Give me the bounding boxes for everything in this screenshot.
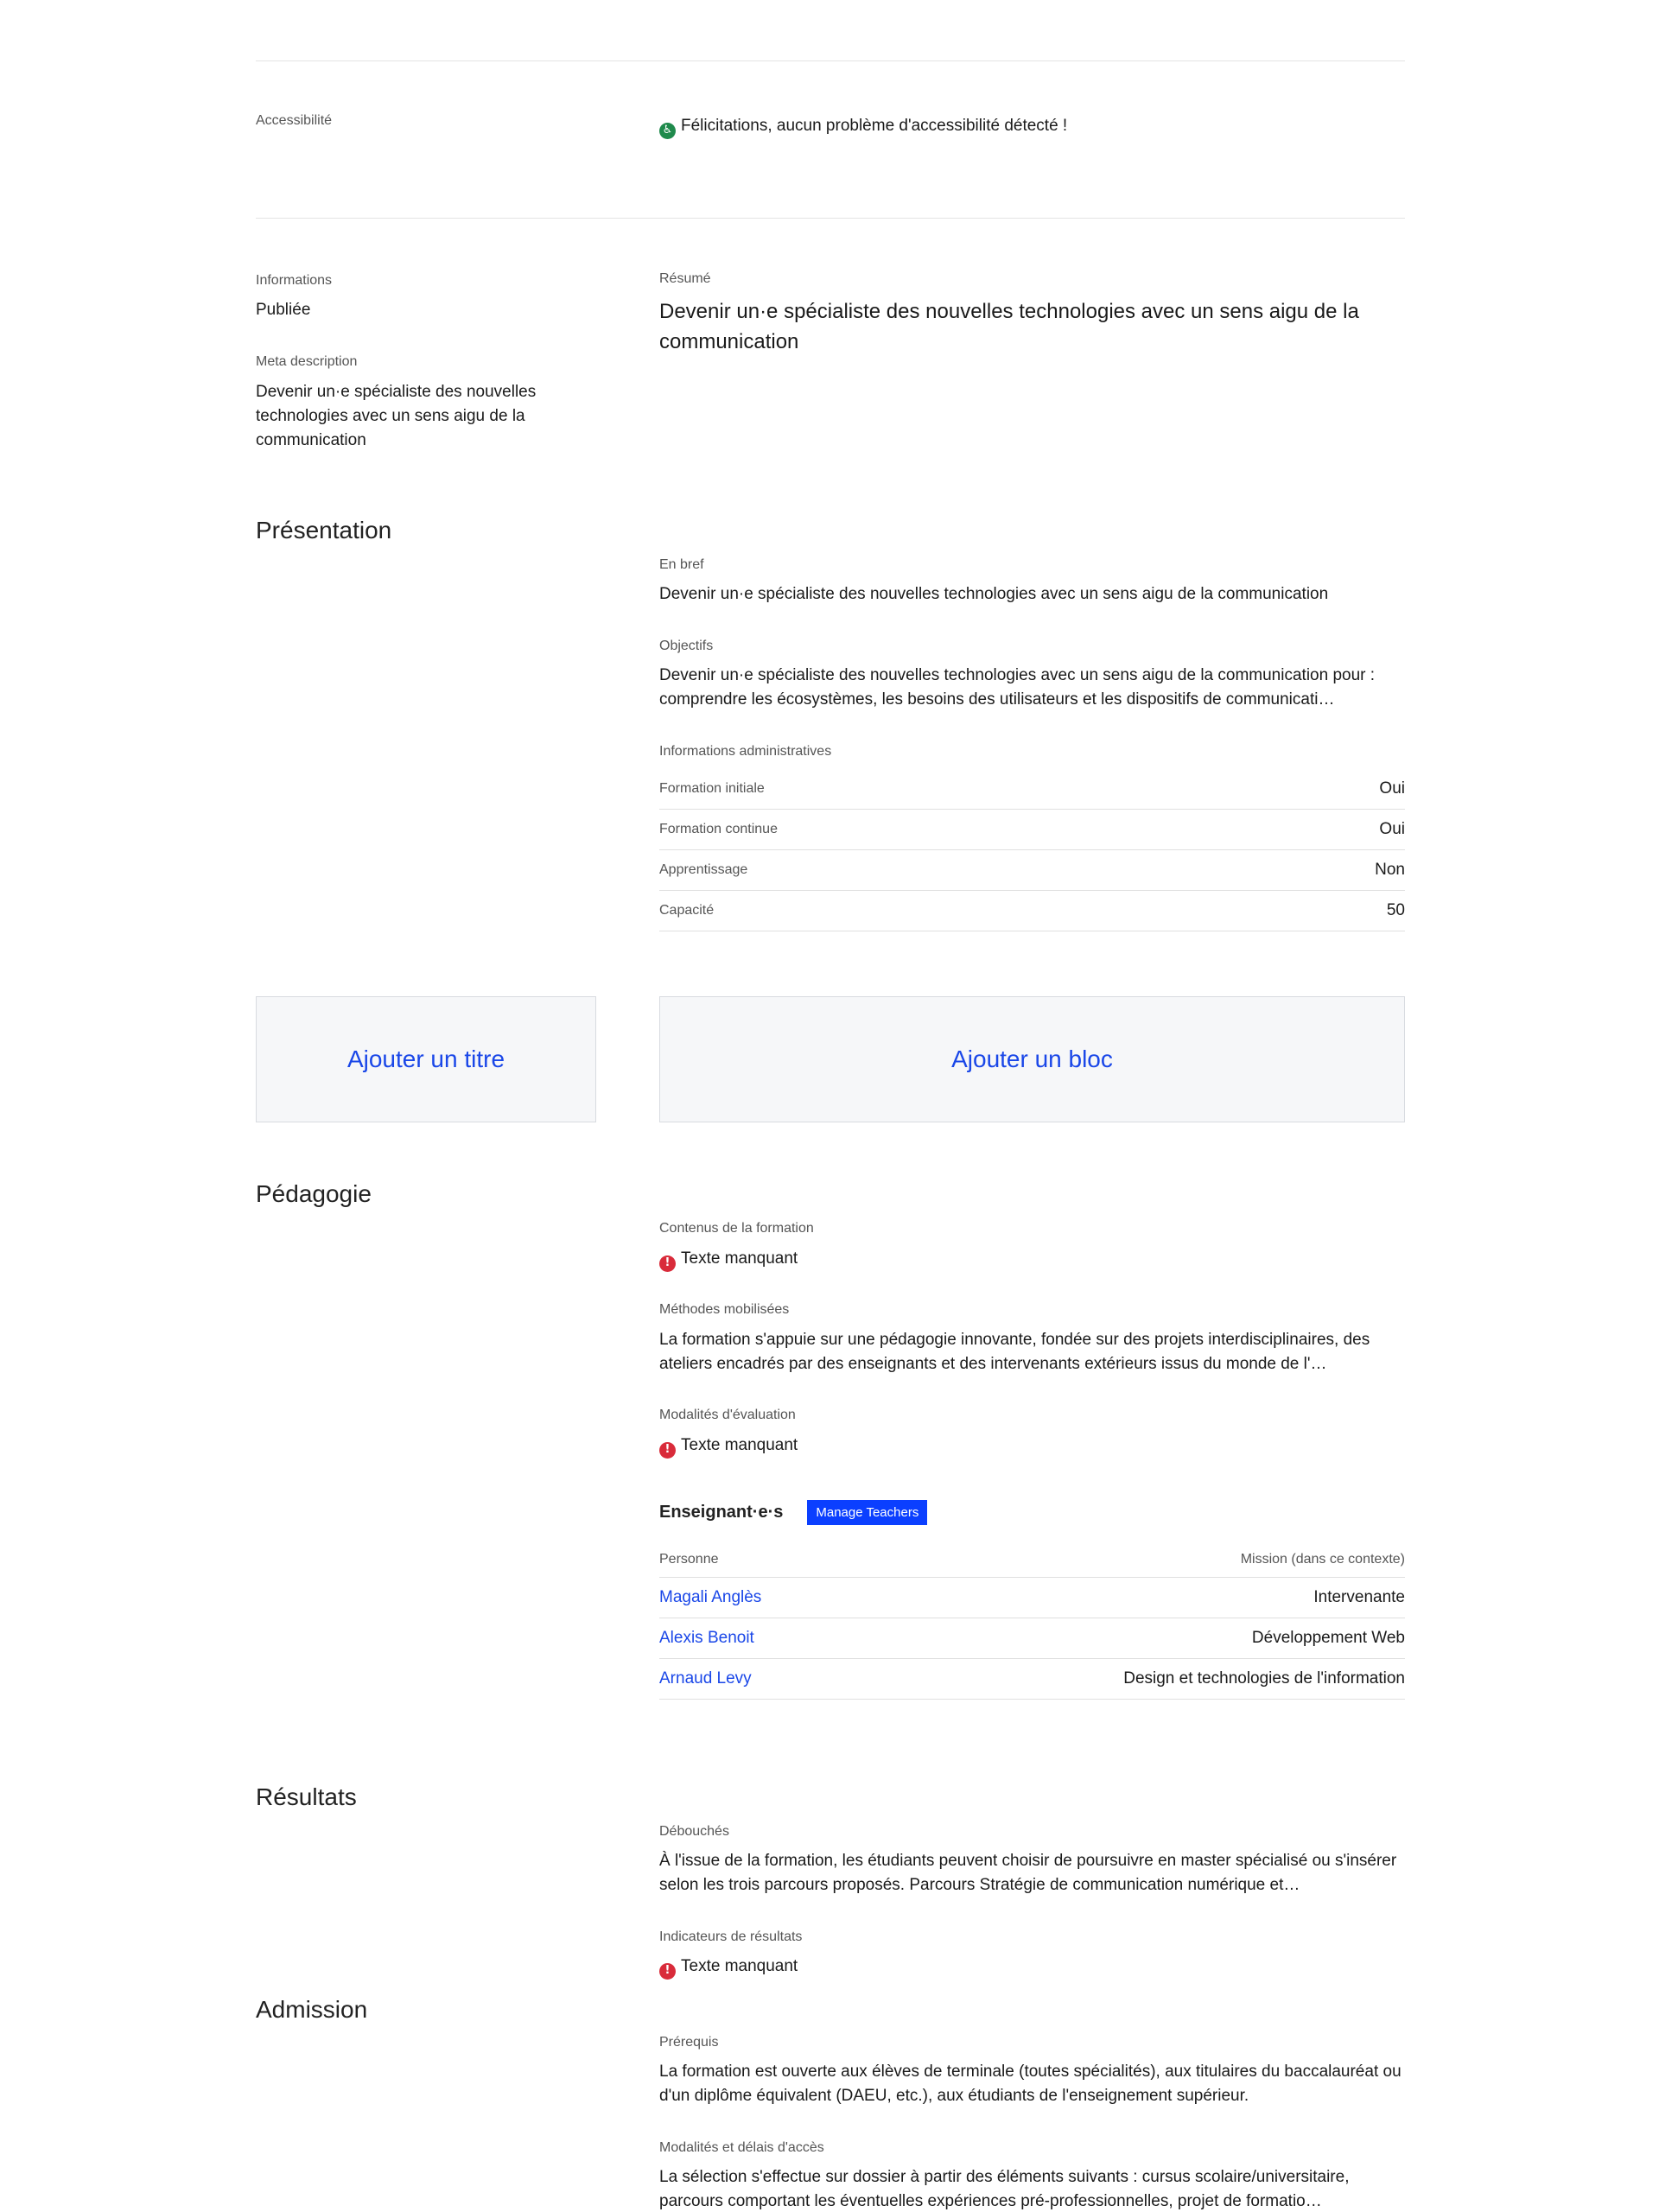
methods-label: Méthodes mobilisées (659, 1302, 790, 1317)
missing-text: Texte manquant (681, 1957, 798, 1975)
teacher-link[interactable]: Magali Anglès (659, 1588, 762, 1606)
alert-icon: ! (659, 1963, 676, 1980)
admin-row-key: Formation initiale (659, 781, 765, 796)
accessibility-icon: ♿ (659, 123, 676, 139)
prerequisites-label: Prérequis (659, 2035, 719, 2050)
section-title-resultats: Résultats (256, 1783, 357, 1810)
outlets-label: Débouchés (659, 1824, 729, 1839)
objectives-label: Objectifs (659, 639, 714, 653)
admin-row-value: Oui (1379, 820, 1405, 838)
meta-description-label: Meta description (256, 354, 358, 369)
section-title-presentation: Présentation (256, 517, 392, 543)
prerequisites-value: La formation est ouverte aux élèves de terminale (toutes spécialités), aux titulaires du baccalauréat ou d'un diplôme équivalent (DAEU, etc.), aux étudiants de l'enseignement supérieur. (659, 2063, 1402, 2105)
access-value: La sélection s'effectue sur dossier à partir des éléments suivants : cursus scolaire/universitaire, parcours comportant les éventuelles expériences pré-professionnelles, projet de formatio… (659, 2168, 1350, 2210)
indicators-missing (659, 1955, 1405, 1980)
teachers-title: Enseignant·e·s (659, 1503, 784, 1522)
teacher-link[interactable]: Arnaud Levy (659, 1669, 752, 1688)
alert-icon: ! (659, 1442, 676, 1459)
teacher-mission: Intervenante (1313, 1588, 1405, 1606)
access-label: Modalités et délais d'accès (659, 2140, 824, 2155)
teacher-mission: Développement Web (1251, 1629, 1405, 1647)
teacher-mission: Design et technologies de l'information (1123, 1669, 1405, 1688)
indicators-label: Indicateurs de résultats (659, 1929, 803, 1944)
accessibility-status (659, 114, 1405, 139)
add-block-button[interactable]: Ajouter un bloc (659, 996, 1405, 1122)
admin-row-key: Capacité (659, 903, 715, 918)
admin-row-key: Apprentissage (659, 862, 748, 877)
admin-info-label: Informations administratives (659, 744, 832, 759)
column-mission: Mission (dans ce contexte) (1240, 1551, 1405, 1567)
objectives-value: Devenir un·e spécialiste des nouvelles technologies avec un sens aigu de la communication pour : comprendre les écosystèmes, les besoins des utilisateurs et les dispositifs de communicati… (659, 666, 1376, 709)
admin-row-value: Non (1375, 861, 1405, 879)
manage-teachers-button[interactable]: Manage Teachers (807, 1500, 927, 1525)
column-person: Personne (659, 1551, 719, 1567)
admin-row-key: Formation continue (659, 822, 778, 836)
table-row (659, 1618, 1405, 1659)
summary-label: Résumé (659, 271, 711, 286)
admin-row (659, 810, 1405, 850)
admin-row (659, 891, 1405, 931)
admin-row-value: Oui (1379, 779, 1405, 798)
methods-value: La formation s'appuie sur une pédagogie innovante, fondée sur des projets interdisciplinaires, des ateliers encadrés par des enseignants et des intervenants extérieurs issus du monde de l'… (659, 1331, 1370, 1373)
divider (256, 218, 1405, 219)
outlets-value: À l'issue de la formation, les étudiants peuvent choisir de poursuivre en master spécialisé ou s'insérer selon les trois parcours proposés. Parcours Stratégie de communication numérique et… (659, 1852, 1397, 1894)
divider (256, 60, 1405, 61)
evaluation-missing (659, 1433, 1405, 1459)
accessibility-message: Félicitations, aucun problème d'accessibilité détecté ! (681, 117, 1068, 135)
evaluation-label: Modalités d'évaluation (659, 1408, 796, 1422)
informations-label: Informations (256, 273, 333, 288)
section-title-pedagogie: Pédagogie (256, 1180, 372, 1207)
brief-value: Devenir un·e spécialiste des nouvelles technologies avec un sens aigu de la communication (659, 585, 1329, 603)
alert-icon: ! (659, 1255, 676, 1272)
meta-description-value: Devenir un·e spécialiste des nouvelles technologies avec un sens aigu de la communication (256, 383, 537, 449)
missing-text: Texte manquant (681, 1249, 798, 1268)
summary-value: Devenir un·e spécialiste des nouvelles technologies avec un sens aigu de la communication (659, 300, 1359, 353)
missing-text: Texte manquant (681, 1436, 798, 1454)
admin-row (659, 850, 1405, 891)
table-row (659, 1659, 1405, 1700)
brief-label: En bref (659, 557, 704, 572)
section-title-admission: Admission (256, 1996, 368, 2023)
teachers-header (659, 1500, 927, 1525)
table-row (659, 1578, 1405, 1618)
accessibility-label: Accessibilité (256, 113, 333, 128)
teacher-link[interactable]: Alexis Benoit (659, 1629, 754, 1647)
publication-status: Publiée (256, 301, 311, 319)
contents-missing (659, 1247, 1405, 1272)
teachers-table-header (659, 1541, 1405, 1578)
contents-label: Contenus de la formation (659, 1221, 814, 1236)
add-title-button[interactable]: Ajouter un titre (256, 996, 596, 1122)
admin-row (659, 769, 1405, 810)
admin-row-value: 50 (1386, 901, 1405, 919)
